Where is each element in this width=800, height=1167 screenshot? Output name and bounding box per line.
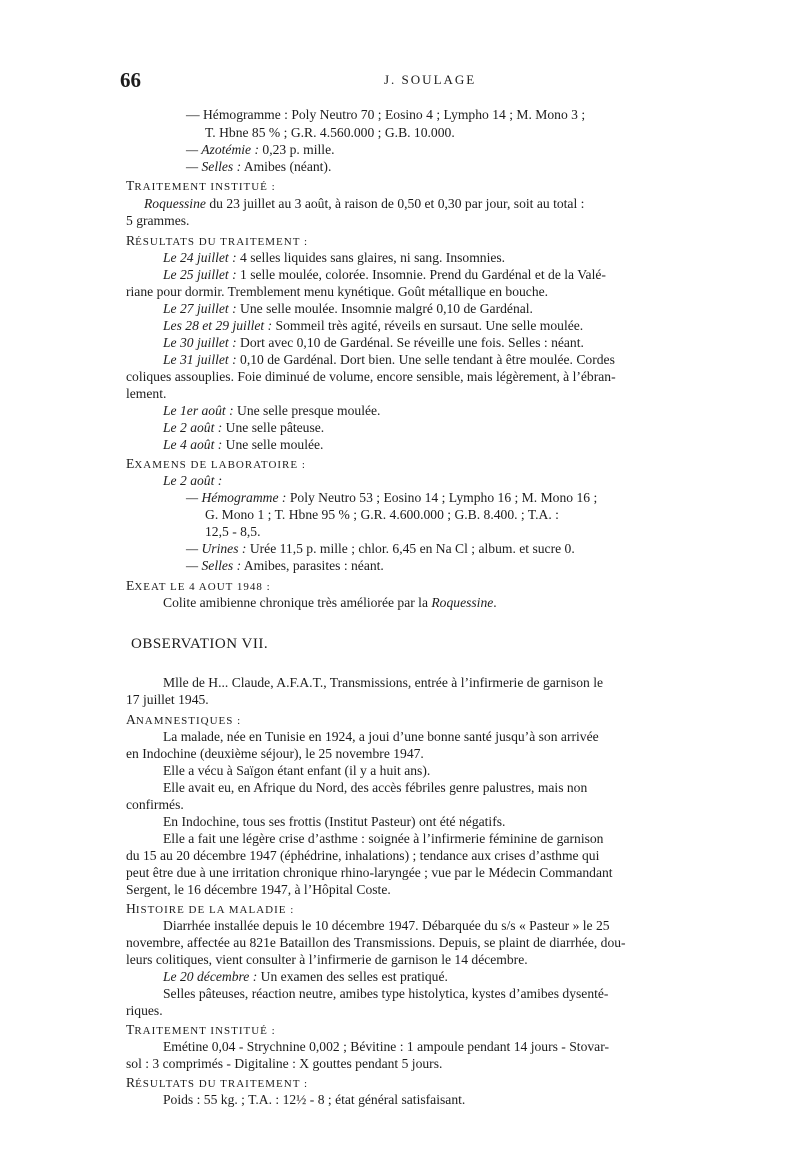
obs7-line-20: sol : 3 comprimés - Digitaline : X gouttes pendant 5 jours. bbox=[126, 1056, 443, 1071]
obs7-line-10: du 15 au 20 décembre 1947 (éphédrine, inhalations) ; tendance aux crises d’asthme qui bbox=[126, 848, 600, 863]
hemogram-line-1: — Hémogramme : Poly Neutro 70 ; Eosino 4 ; Lympho 14 ; M. Mono 3 ; bbox=[186, 107, 586, 122]
obs7-line-9: Elle a fait une légère crise d’asthme : soignée à l’infirmerie féminine de garnison bbox=[163, 831, 604, 846]
obs7-line-7: confirmés. bbox=[126, 797, 184, 812]
obs7-line-3: La malade, née en Tunisie en 1924, a joui d’une bonne santé jusqu’à son arrivée bbox=[163, 729, 599, 744]
observation-title: OBSERVATION VII. bbox=[131, 636, 269, 652]
result-line-11: Le 2 août : Une selle pâteuse. bbox=[163, 420, 325, 435]
result-line-10: Le 1er août : Une selle presque moulée. bbox=[163, 403, 381, 418]
result-line-3: riane pour dormir. Tremblement menu kynétique. Goût métallique en bouche. bbox=[126, 284, 549, 299]
section-heading-treatment-2: TRAITEMENT INSTITUÉ : bbox=[126, 1022, 276, 1037]
obs7-line-19: Emétine 0,04 - Strychnine 0,002 ; Bévitine : 1 ampoule pendant 14 jours - Stovar- bbox=[163, 1039, 609, 1054]
page-number: 66 bbox=[120, 68, 141, 92]
obs7-line-13: Diarrhée installée depuis le 10 décembre 1947. Débarquée du s/s « Pasteur » le 25 bbox=[163, 918, 610, 933]
obs7-line-1: Mlle de H... Claude, A.F.A.T., Transmissions, entrée à l’infirmerie de garnison le bbox=[163, 675, 604, 690]
section-heading-results-2: RÉSULTATS DU TRAITEMENT : bbox=[126, 1075, 309, 1090]
result-line-7: Le 31 juillet : 0,10 de Gardénal. Dort bien. Une selle tendant à être moulée. Cordes bbox=[163, 352, 615, 367]
lab-urine-line: — Urines : Urée 11,5 p. mille ; chlor. 6,45 en Na Cl ; album. et sucre 0. bbox=[186, 541, 575, 556]
obs7-line-14: novembre, affectée au 821e Bataillon des Transmissions. Depuis, se plaint de diarrhée, dou- bbox=[126, 935, 626, 950]
obs7-line-8: En Indochine, tous ses frottis (Institut Pasteur) ont été négatifs. bbox=[163, 814, 506, 829]
lab-hemogram-line-1: — Hémogramme : Poly Neutro 53 ; Eosino 14 ; Lympho 16 ; M. Mono 16 ; bbox=[186, 490, 598, 505]
obs7-line-2: 17 juillet 1945. bbox=[126, 692, 209, 707]
section-heading-results: RÉSULTATS DU TRAITEMENT : bbox=[126, 233, 309, 248]
obs7-line-21: Poids : 55 kg. ; T.A. : 12½ - 8 ; état général satisfaisant. bbox=[163, 1092, 466, 1107]
obs7-line-18: riques. bbox=[126, 1003, 163, 1018]
section-heading-treatment: TRAITEMENT INSTITUÉ : bbox=[126, 178, 276, 193]
section-heading-anamnesis: ANAMNESTIQUES : bbox=[126, 712, 242, 727]
lab-hemogram-line-2: G. Mono 1 ; T. Hbne 95 % ; G.R. 4.600.000 ; G.B. 8.400. ; T.A. : bbox=[205, 507, 559, 522]
result-line-6: Le 30 juillet : Dort avec 0,10 de Gardénal. Se réveille une fois. Selles : néant. bbox=[163, 335, 584, 350]
obs7-line-17: Selles pâteuses, réaction neutre, amibes type histolytica, kystes d’amibes dysenté- bbox=[163, 986, 609, 1001]
result-line-12: Le 4 août : Une selle moulée. bbox=[163, 437, 324, 452]
lab-hemogram-line-3: 12,5 - 8,5. bbox=[205, 524, 261, 539]
obs7-line-5: Elle a vécu à Saïgon étant enfant (il y a huit ans). bbox=[163, 763, 431, 778]
running-head: J. SOULAGE bbox=[384, 72, 477, 87]
exeat-line: Colite amibienne chronique très améliorée par la Roquessine. bbox=[163, 595, 497, 610]
obs7-line-4: en Indochine (deuxième séjour), le 25 novembre 1947. bbox=[126, 746, 424, 761]
treatment-line-1: Roquessine du 23 juillet au 3 août, à raison de 0,50 et 0,30 par jour, soit au total : bbox=[144, 196, 585, 211]
section-heading-history: HISTOIRE DE LA MALADIE : bbox=[126, 901, 295, 916]
lab-date: Le 2 août : bbox=[163, 473, 223, 488]
result-line-1: Le 24 juillet : 4 selles liquides sans glaires, ni sang. Insomnies. bbox=[163, 250, 506, 265]
result-line-4: Le 27 juillet : Une selle moulée. Insomnie malgré 0,10 de Gardénal. bbox=[163, 301, 533, 316]
obs7-line-6: Elle avait eu, en Afrique du Nord, des accès fébriles genre palustres, mais non bbox=[163, 780, 588, 795]
hemogram-line-2: T. Hbne 85 % ; G.R. 4.560.000 ; G.B. 10.000. bbox=[205, 125, 455, 140]
stool-line: — Selles : Amibes (néant). bbox=[186, 159, 332, 174]
result-line-9: lement. bbox=[126, 386, 167, 401]
result-line-8: coliques assouplies. Foie diminué de volume, encore sensible, mais légèrement, à l’ébran- bbox=[126, 369, 616, 384]
result-line-5: Les 28 et 29 juillet : Sommeil très agité, réveils en sursaut. Une selle moulée. bbox=[163, 318, 584, 333]
azotemia-line: — Azotémie : 0,23 p. mille. bbox=[186, 142, 335, 157]
section-heading-lab-exams: EXAMENS DE LABORATOIRE : bbox=[126, 456, 306, 471]
result-line-2: Le 25 juillet : 1 selle moulée, colorée. Insomnie. Prend du Gardénal et de la Valé- bbox=[163, 267, 606, 282]
treatment-line-2: 5 grammes. bbox=[126, 213, 190, 228]
obs7-line-16: Le 20 décembre : Un examen des selles est pratiqué. bbox=[163, 969, 448, 984]
obs7-line-11: peut être due à une irritation chronique rhino-laryngée ; vue par le Médecin Commandant bbox=[126, 865, 613, 880]
obs7-line-15: leurs colitiques, vient consulter à l’infirmerie de garnison le 14 décembre. bbox=[126, 952, 528, 967]
lab-stool-line: — Selles : Amibes, parasites : néant. bbox=[186, 558, 384, 573]
obs7-line-12: Sergent, le 16 décembre 1947, à l’Hôpital Coste. bbox=[126, 882, 391, 897]
section-heading-exeat: EXEAT LE 4 AOUT 1948 : bbox=[126, 578, 271, 593]
